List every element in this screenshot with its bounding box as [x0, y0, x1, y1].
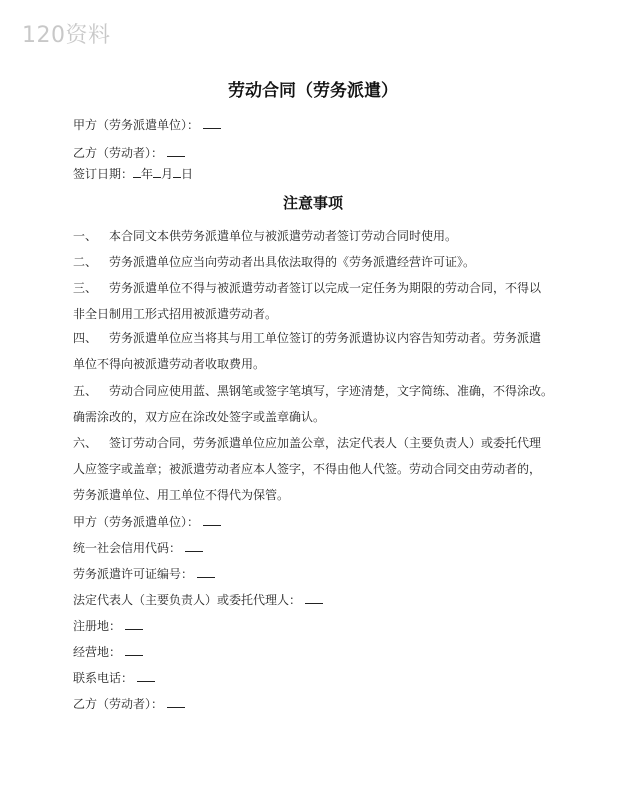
- note-text: 劳务派遣单位应当向劳动者出具依法取得的《劳务派遣经营许可证》。: [109, 255, 476, 269]
- field-blank[interactable]: [167, 696, 185, 708]
- header-party-a-label: 甲方（劳务派遣单位）：: [73, 118, 200, 132]
- field-blank[interactable]: [197, 566, 215, 578]
- note-text: 劳务派遣单位、用工单位不得代为保管。: [73, 488, 290, 502]
- note-text: 劳务派遣单位不得与被派遣劳动者签订以完成一定任务为期限的劳动合同，不得以: [109, 281, 542, 295]
- field-reg-address: [73, 618, 143, 634]
- note-item-2: [73, 249, 553, 275]
- note-text: 劳动合同应使用蓝、黑钢笔或签字笔填写，字迹清楚，文字简练、准确，不得涂改。: [109, 384, 554, 398]
- note-item-5: [73, 378, 553, 430]
- field-label: 统一社会信用代码：: [73, 541, 182, 555]
- year-blank[interactable]: [133, 166, 141, 178]
- party-a-blank[interactable]: [203, 117, 221, 129]
- header-party-b-label: 乙方（劳动者）：: [73, 146, 164, 160]
- day-label: 日: [181, 167, 194, 181]
- sign-date-label: 签订日期：: [73, 167, 134, 181]
- field-label: 劳务派遣许可证编号：: [73, 567, 194, 581]
- note-number: 一、: [73, 229, 98, 243]
- year-label: 年: [141, 167, 154, 181]
- field-label: 甲方（劳务派遣单位）：: [73, 515, 200, 529]
- day-blank[interactable]: [173, 166, 181, 178]
- field-party-a: [73, 514, 221, 530]
- document-title: 劳动合同（劳务派遣）: [228, 81, 398, 101]
- note-text: 签订劳动合同，劳务派遣单位应加盖公章，法定代表人（主要负责人）或委托代理: [109, 436, 542, 450]
- field-label: 注册地：: [73, 619, 122, 633]
- note-text: 确需涂改的，双方应在涂改处签字或盖章确认。: [73, 410, 326, 424]
- field-blank[interactable]: [125, 644, 143, 656]
- note-number: 四、: [73, 331, 98, 345]
- note-item-1: [73, 223, 553, 249]
- field-blank[interactable]: [125, 618, 143, 630]
- party-b-blank[interactable]: [167, 145, 185, 157]
- field-label: 联系电话：: [73, 671, 134, 685]
- note-text: 人应签字或盖章；被派遣劳动者应本人签字，不得由他人代签。劳动合同交由劳动者的，: [73, 462, 542, 476]
- field-credit-code: [73, 540, 203, 556]
- note-number: 二、: [73, 255, 98, 269]
- field-label: 经营地：: [73, 645, 122, 659]
- note-text: 劳务派遣单位应当将其与用工单位签订的劳务派遣协议内容告知劳动者。劳务派遣: [109, 331, 542, 345]
- field-label: 法定代表人（主要负责人）或委托代理人：: [73, 593, 302, 607]
- note-item-4: [73, 325, 553, 377]
- field-label: 乙方（劳动者）：: [73, 697, 164, 711]
- header-party-a: [73, 117, 221, 133]
- note-number: 三、: [73, 281, 98, 295]
- field-blank[interactable]: [137, 670, 155, 682]
- month-blank[interactable]: [153, 166, 161, 178]
- field-party-b: [73, 696, 185, 712]
- field-biz-address: [73, 644, 143, 660]
- watermark-logo: 120资料: [22, 23, 111, 48]
- header-sign-date: [73, 166, 193, 182]
- note-item-3: [73, 275, 553, 327]
- note-text: 非全日制用工形式招用被派遣劳动者。: [73, 307, 278, 321]
- field-blank[interactable]: [203, 514, 221, 526]
- note-number: 六、: [73, 436, 98, 450]
- header-party-b: [73, 145, 185, 161]
- note-number: 五、: [73, 384, 98, 398]
- field-legal-rep: [73, 592, 323, 608]
- note-text: 单位不得向被派遣劳动者收取费用。: [73, 357, 266, 371]
- note-item-6: [73, 430, 553, 508]
- field-license-no: [73, 566, 215, 582]
- note-text: 本合同文本供劳务派遣单位与被派遣劳动者签订劳动合同时使用。: [109, 229, 458, 243]
- field-phone: [73, 670, 155, 686]
- month-label: 月: [161, 167, 174, 181]
- field-blank[interactable]: [185, 540, 203, 552]
- field-blank[interactable]: [305, 592, 323, 604]
- notes-heading: 注意事项: [282, 194, 343, 212]
